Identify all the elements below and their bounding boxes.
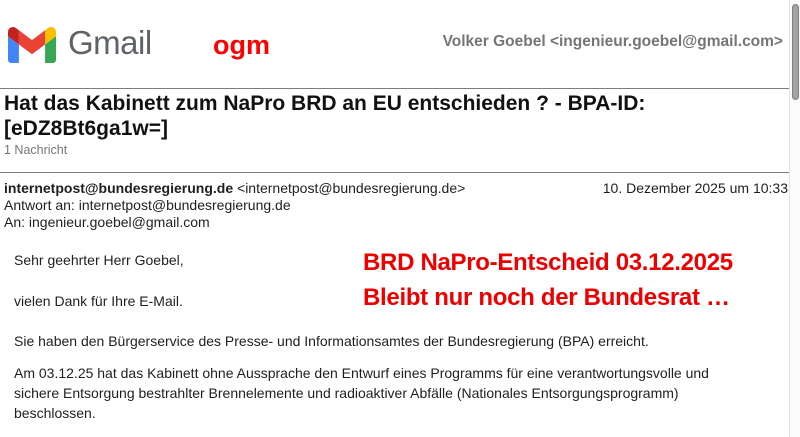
email-subject: Hat das Kabinett zum NaPro BRD an EU entschieden ? - BPA-ID: [eDZ8Bt6ga1w=] — [4, 92, 646, 140]
to-line: An: ingenieur.goebel@gmail.com — [4, 214, 210, 230]
gmail-wordmark: Gmail — [68, 24, 152, 61]
from-name: internetpost@bundesregierung.de — [4, 180, 234, 196]
reply-to-line: Antwort an: internetpost@bundesregierung.de — [4, 197, 291, 213]
greeting-paragraph: Sehr geehrter Herr Goebel, — [14, 252, 184, 268]
thanks-paragraph: vielen Dank für Ihre E-Mail. — [14, 293, 183, 309]
scrollbar-thumb[interactable] — [792, 4, 799, 100]
account-identity: Volker Goebel <ingenieur.goebel@gmail.com> — [442, 33, 783, 50]
email-body — [14, 250, 734, 423]
header-note: ogm — [213, 30, 270, 60]
scrollbar-track[interactable] — [789, 0, 800, 437]
divider-top — [0, 88, 789, 89]
from-address: <internetpost@bundesregierung.de> — [237, 180, 466, 196]
message-count: 1 Nachricht — [4, 143, 68, 157]
message-date: 10. Dezember 2025 um 10:33 — [602, 180, 788, 196]
annotation-line-1: BRD NaPro-Entscheid 03.12.2025 — [363, 249, 733, 276]
gmail-m-icon — [8, 26, 56, 64]
service-paragraph: Sie haben den Bürgerservice des Presse- und Informationsamtes der Bundesregierung (BPA) erreicht. — [14, 333, 649, 349]
divider-message — [0, 172, 789, 173]
annotation-line-2: Bleibt nur noch der Bundesrat … — [363, 284, 730, 311]
decision-paragraph: Am 03.12.25 hat das Kabinett ohne Aussprache den Entwurf eines Programms für eine verantwortungsvolle und sichere Entsorgung bestrahlter Brennelemente und radioaktiver Abfälle (Nationales Entsorgungsprogramm) beschlossen. — [14, 365, 709, 421]
